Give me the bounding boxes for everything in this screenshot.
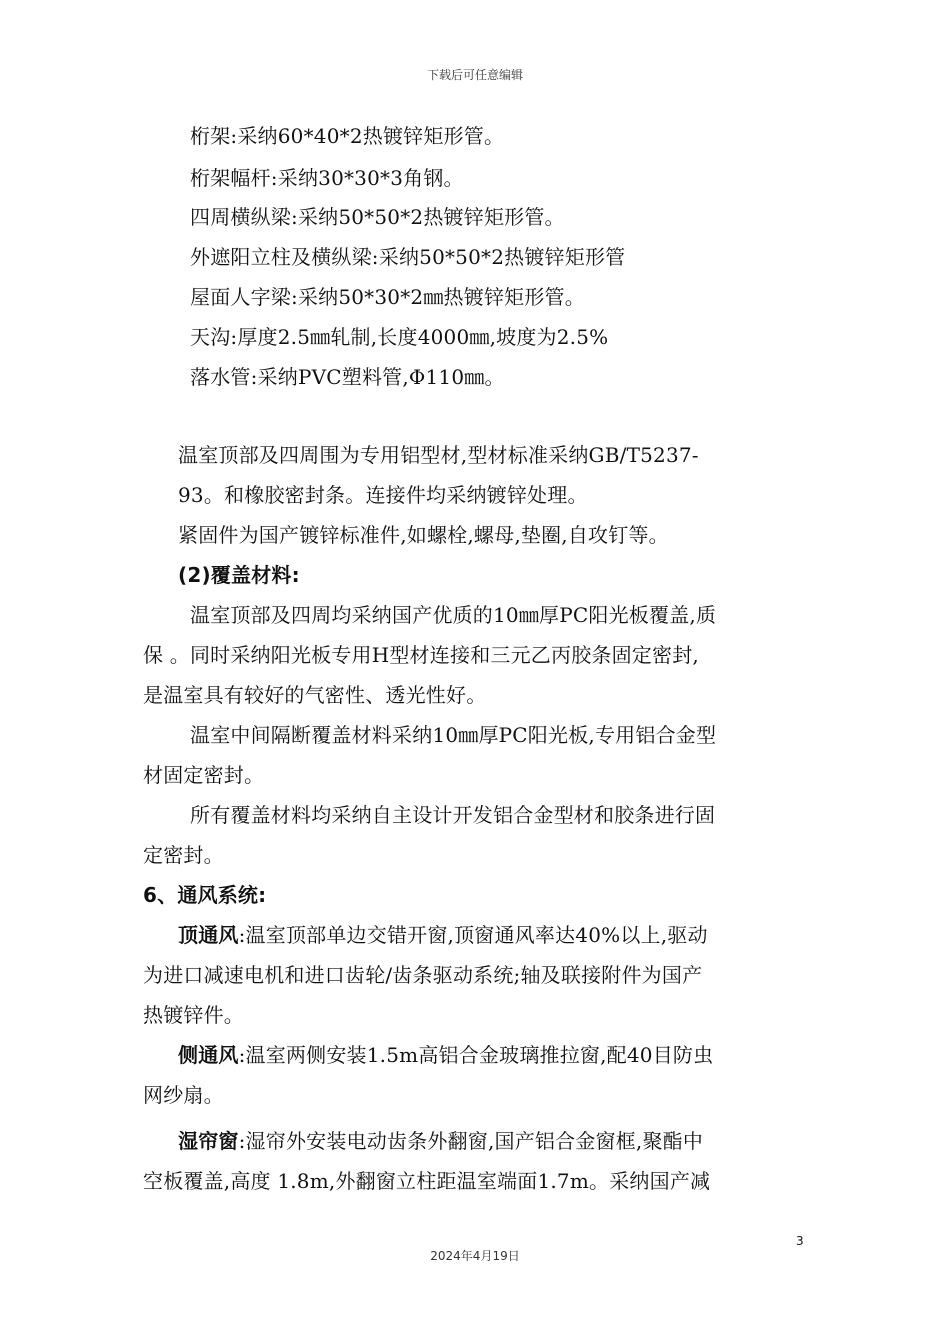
top-ventilation-line: 为进口减速电机和进口齿轮/齿条驱动系统;轴及联接附件为国产 [143,963,703,987]
aluminum-paragraph-line: 93。和橡胶密封条。连接件均采纳镀锌处理。 [178,483,588,507]
top-ventilation-label: 顶通风 [178,923,239,947]
top-ventilation-line [178,921,708,949]
sealing-paragraph-line: 定密封。 [143,843,224,867]
curtain-window-label: 湿帘窗 [178,1129,239,1153]
sealing-paragraph-line: 所有覆盖材料均采纳自主设计开发铝合金型材和胶条进行固 [190,803,716,827]
curtain-window-text: :湿帘外安装电动齿条外翻窗,国产铝合金窗框,聚酯中 [238,1129,704,1153]
covering-paragraph-line: 保 。同时采纳阳光板专用H型材连接和三元乙丙胶条固定密封, [143,643,699,667]
material-item-truss-web: 桁架幅杆:采纳30*30*3角钢。 [190,166,464,190]
side-ventilation-label: 侧通风 [178,1043,239,1067]
fastener-paragraph-line: 紧固件为国产镀锌标准件,如螺栓,螺母,垫圈,自攻钉等。 [178,523,669,547]
curtain-window-line: 空板覆盖,高度 1.8m,外翻窗立柱距温室端面1.7m。采纳国产减 [143,1169,711,1193]
header-note: 下载后可任意编辑 [426,68,523,82]
material-item-roof-beam: 屋面人字梁:采纳50*30*2㎜热镀锌矩形管。 [190,285,585,309]
material-item-gutter: 天沟:厚度2.5㎜轧制,长度4000㎜,坡度为2.5% [190,325,609,349]
side-ventilation-text: :温室两侧安装1.5m高铝合金玻璃推拉窗,配40目防虫 [238,1043,714,1067]
covering-paragraph-line: 是温室具有较好的气密性、透光性好。 [143,683,487,707]
page-number: 3 [796,1234,804,1248]
material-item-shade-column: 外遮阳立柱及横纵梁:采纳50*50*2热镀锌矩形管 [190,245,626,269]
ventilation-heading: 6、通风系统: [143,883,267,907]
top-ventilation-text: :温室顶部单边交错开窗,顶窗通风率达40%以上,驱动 [238,923,708,947]
footer-date: 2024年4月19日 [430,1249,520,1263]
partition-paragraph-line: 材固定密封。 [143,763,265,787]
covering-heading: (2)覆盖材料: [178,563,300,587]
top-ventilation-line: 热镀锌件。 [143,1003,244,1027]
side-ventilation-line: 网纱扇。 [143,1083,224,1107]
material-item-truss: 桁架:采纳60*40*2热镀锌矩形管。 [190,124,505,148]
material-item-perimeter-beam: 四周横纵梁:采纳50*50*2热镀锌矩形管。 [190,205,565,229]
curtain-window-line [178,1127,703,1155]
aluminum-paragraph-line: 温室顶部及四周围为专用铝型材,型材标准采纳GB/T5237- [178,443,699,467]
covering-paragraph-line: 温室顶部及四周均采纳国产优质的10㎜厚PC阳光板覆盖,质 [190,603,717,627]
partition-paragraph-line: 温室中间隔断覆盖材料采纳10㎜厚PC阳光板,专用铝合金型 [190,723,717,747]
side-ventilation-line [178,1041,713,1069]
material-item-downpipe: 落水管:采纳PVC塑料管,Φ110㎜。 [190,365,505,389]
